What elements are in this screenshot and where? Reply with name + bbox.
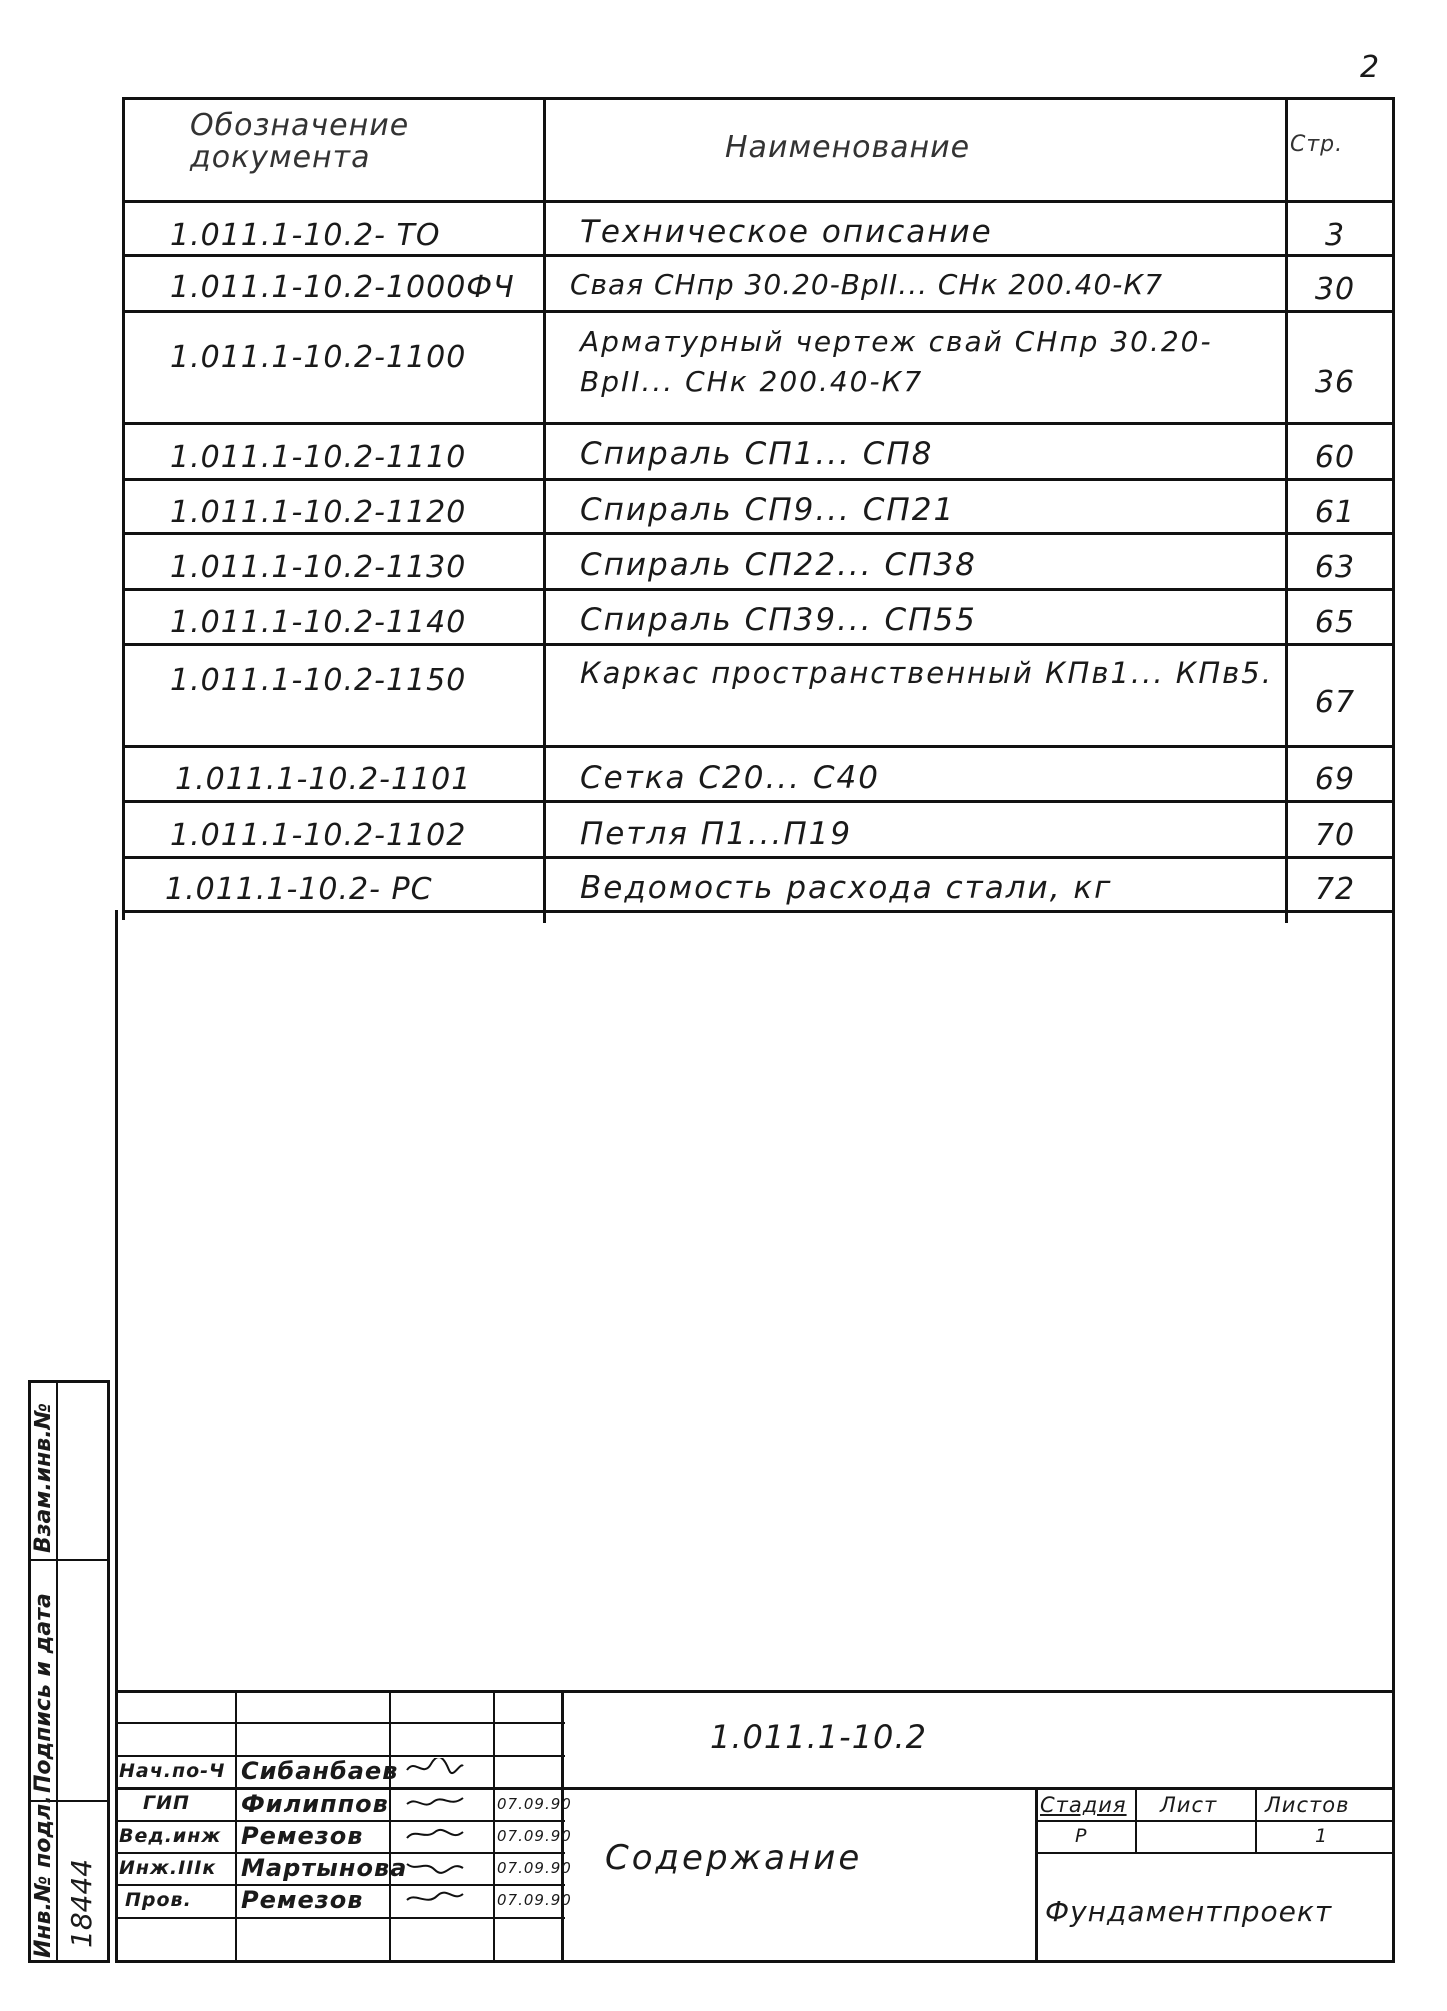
row-designation: 1.011.1-10.2-1120 (170, 495, 467, 530)
row-name: Петля П1...П19 (580, 816, 853, 852)
row-page: 67 (1314, 685, 1356, 720)
margin-divider (31, 1559, 107, 1561)
row-designation: 1.011.1-10.2-1130 (170, 550, 467, 585)
tb-line (115, 1722, 565, 1724)
row-page: 70 (1314, 818, 1356, 853)
row-name: Спираль СП9... СП21 (580, 492, 956, 528)
staff-name: Мартынова (241, 1854, 408, 1882)
title-block (115, 1690, 1395, 1963)
contents-table (122, 97, 1395, 920)
margin-inv-number: 18444 (65, 1858, 98, 1948)
tb-line (1255, 1787, 1257, 1852)
header-name: Наименование (725, 130, 971, 165)
row-divider (125, 478, 1392, 481)
margin-inv-podl: Инв.№ подл. (31, 1795, 56, 1958)
page-number: 2 (1360, 50, 1381, 85)
row-designation: 1.011.1-10.2-1101 (175, 762, 472, 797)
staff-date: 07.09.90 (497, 1891, 572, 1909)
row-page: 36 (1314, 365, 1356, 400)
staff-date: 07.09.90 (497, 1859, 572, 1877)
sheets-label: Листов (1265, 1793, 1350, 1817)
staff-role: Вед.инж (119, 1825, 222, 1847)
staff-role: Пров. (125, 1889, 192, 1911)
row-divider (125, 643, 1392, 646)
staff-name: Ремезов (241, 1886, 364, 1914)
staff-date: 07.09.90 (497, 1795, 572, 1813)
sheet-label: Лист (1160, 1793, 1218, 1817)
row-name: Техническое описание (580, 214, 993, 250)
row-designation: 1.011.1-10.2-1100 (170, 340, 467, 375)
row-page: 72 (1314, 872, 1356, 907)
row-divider (125, 745, 1392, 748)
signature-mark (405, 1890, 465, 1908)
row-name: Свая СНпр 30.20-ВрII... СНк 200.40-К7 (570, 268, 1164, 301)
tb-line (235, 1690, 237, 1963)
row-name: Ведомость расхода стали, кг (580, 870, 1113, 906)
margin-divider (56, 1383, 58, 1960)
margin-sign-date: Подпись и дата (31, 1593, 56, 1793)
row-divider (125, 200, 1392, 203)
row-divider (125, 856, 1392, 859)
row-name: Спираль СП39... СП55 (580, 602, 977, 638)
row-designation: 1.011.1-10.2-1102 (170, 818, 467, 853)
document-code: 1.011.1-10.2 (710, 1718, 927, 1756)
row-designation: 1.011.1-10.2-1000ФЧ (170, 270, 515, 305)
row-page: 69 (1314, 762, 1356, 797)
row-page: 3 (1324, 218, 1346, 253)
row-divider (125, 532, 1392, 535)
signature-mark (405, 1794, 465, 1812)
tb-line (115, 1690, 1395, 1693)
staff-name: Сибанбаев (241, 1757, 399, 1785)
header-page: Стр. (1290, 132, 1344, 157)
organization: Фундаментпроект (1045, 1895, 1333, 1928)
row-page: 61 (1314, 495, 1356, 530)
tb-line (1035, 1787, 1038, 1963)
row-designation: 1.011.1-10.2-1140 (170, 605, 467, 640)
signature-mark (405, 1858, 465, 1876)
row-divider (125, 800, 1392, 803)
signature-mark (405, 1826, 465, 1844)
row-name: Арматурный чертеж свай СНпр 30.20-ВрII... СНк 200.40-К7 (580, 325, 1213, 398)
row-name: Каркас пространственный КПв1... КПв5. (580, 656, 1273, 690)
staff-role: Инж.IIIк (119, 1857, 217, 1879)
document-title: Содержание (605, 1838, 863, 1878)
staff-name: Ремезов (241, 1822, 364, 1850)
tb-line (493, 1690, 495, 1963)
row-divider (125, 588, 1392, 591)
margin-vzam-inv: Взам.инв.№ (31, 1402, 56, 1553)
row-page: 60 (1314, 440, 1356, 475)
row-name: Спираль СП1... СП8 (580, 436, 934, 472)
margin-strip (28, 1380, 110, 1963)
row-name: Спираль СП22... СП38 (580, 547, 977, 583)
row-designation: 1.011.1-10.2-1150 (170, 663, 467, 698)
stage-label: Стадия (1040, 1793, 1127, 1817)
row-page: 30 (1314, 272, 1356, 307)
tb-line (1035, 1852, 1395, 1854)
row-page: 65 (1314, 605, 1356, 640)
tb-line (389, 1690, 391, 1963)
staff-date: 07.09.90 (497, 1827, 572, 1845)
tb-line (115, 1917, 565, 1919)
row-divider (125, 422, 1392, 425)
sheets-value: 1 (1315, 1825, 1329, 1847)
signature-mark (405, 1758, 465, 1776)
row-designation: 1.011.1-10.2- РС (165, 872, 433, 907)
row-designation: 1.011.1-10.2-1110 (170, 440, 467, 475)
tb-line (1135, 1787, 1137, 1852)
row-divider (125, 310, 1392, 313)
row-designation: 1.011.1-10.2- ТО (170, 218, 441, 253)
staff-role: Нач.по-Ч (119, 1760, 226, 1782)
row-name: Сетка С20... С40 (580, 760, 880, 796)
stage-value: Р (1075, 1825, 1088, 1847)
staff-role: ГИП (143, 1792, 190, 1814)
row-page: 63 (1314, 550, 1356, 585)
staff-name: Филиппов (241, 1790, 389, 1818)
row-divider (125, 254, 1392, 257)
header-designation: Обозначение документа (190, 108, 410, 175)
tb-line (1035, 1820, 1395, 1822)
